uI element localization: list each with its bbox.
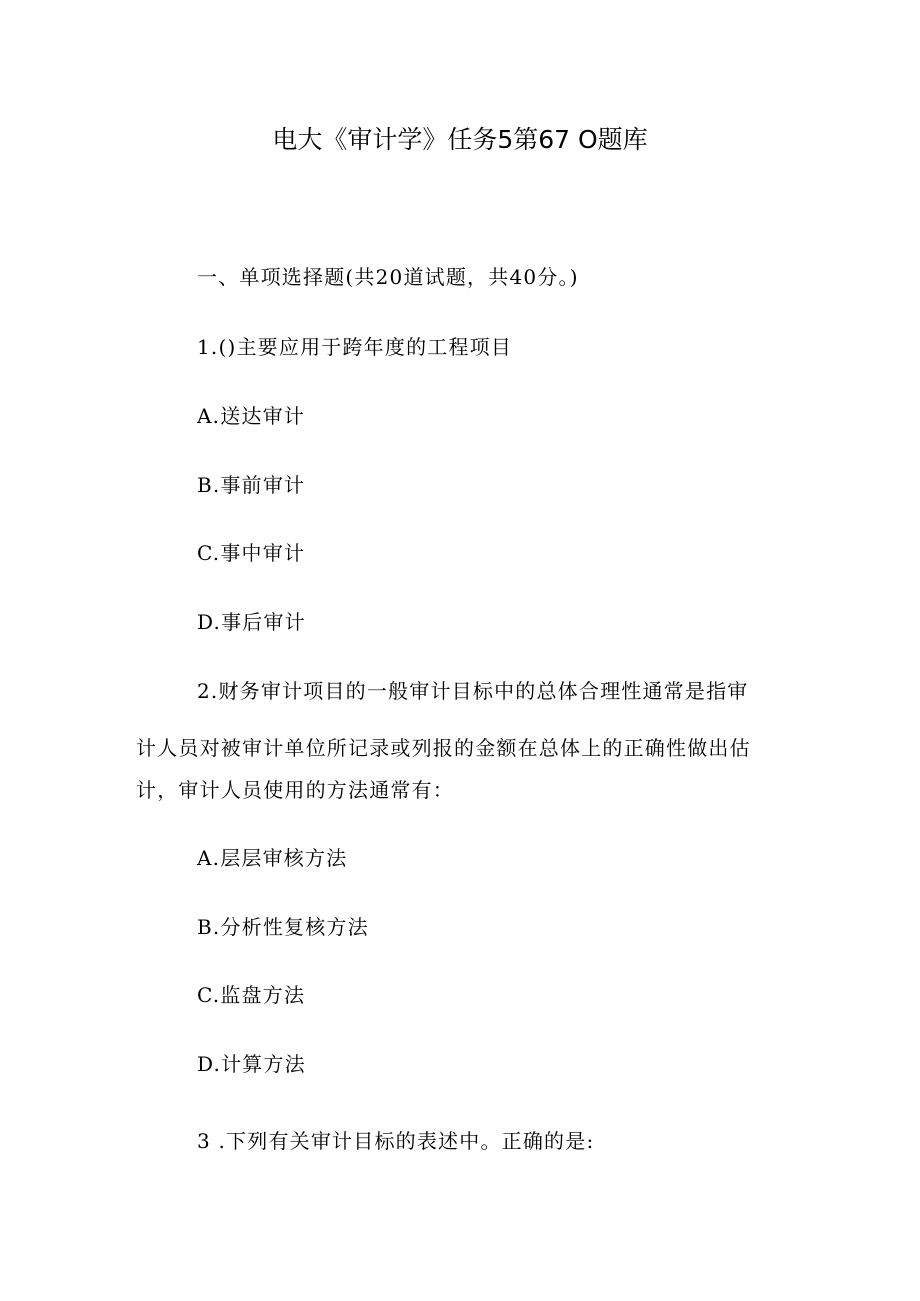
question-1-stem: 1.()主要应用于跨年度的工程项目 xyxy=(197,335,513,359)
question-2-stem-line-3: 计，审计人员使用的方法通常有： xyxy=(136,778,454,802)
question-3-stem: 3 .下列有关审计目标的表述中。正确的是: xyxy=(197,1129,595,1153)
question-2-option-d: D.计算方法 xyxy=(197,1052,306,1076)
question-2-stem-line-2: 计人员对被审计单位所记录或列报的金额在总体上的正确性做出估 xyxy=(136,736,751,760)
question-2-option-c: C.监盘方法 xyxy=(197,983,306,1007)
question-2-stem-line-1: 2.财务审计项目的一般审计目标中的总体合理性通常是指审 xyxy=(197,679,749,703)
document-title: 电大《审计学》任务5第67 O题库 xyxy=(272,125,648,154)
question-1-option-d: D.事后审计 xyxy=(197,610,306,634)
question-2-option-a: A.层层审核方法 xyxy=(197,846,348,870)
section-heading: 一、单项选择题(共20道试题，共40分。) xyxy=(197,265,579,289)
question-2-option-b: B.分析性复核方法 xyxy=(197,915,369,939)
question-1-option-c: C.事中审计 xyxy=(197,541,306,565)
question-1-option-b: B.事前审计 xyxy=(197,473,306,497)
question-1-option-a: A.送达审计 xyxy=(197,404,306,428)
